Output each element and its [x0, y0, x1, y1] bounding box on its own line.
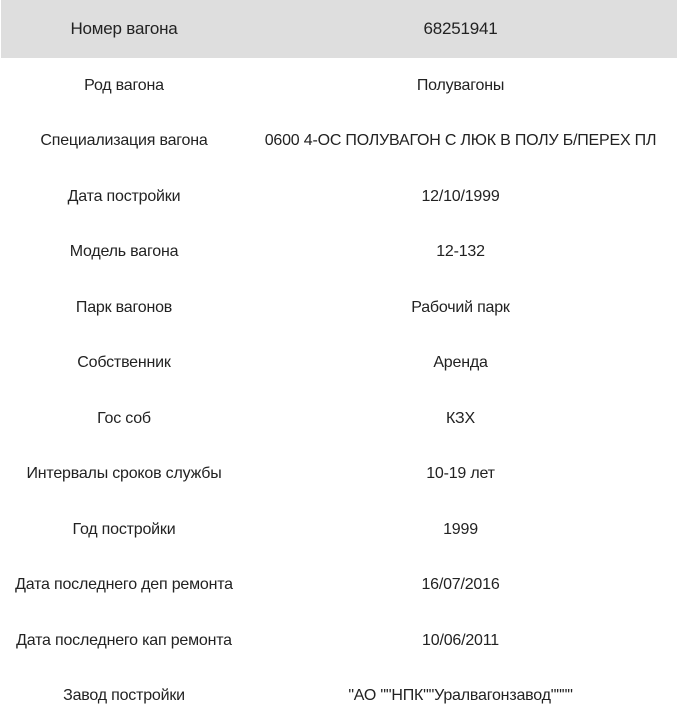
table-row: [1, 58, 677, 114]
row-value: Аренда: [433, 354, 488, 372]
row-label: Парк вагонов: [75, 298, 173, 316]
row-label: Завод постройки: [63, 687, 185, 705]
table-row: [1, 169, 677, 225]
table-row: [1, 613, 677, 669]
row-value: Рабочий парк: [411, 298, 510, 316]
row-value: 12/10/1999: [421, 187, 500, 205]
row-value: 1999: [443, 520, 478, 538]
row-label: Собственник: [77, 354, 171, 372]
row-value: "АО ""НПК""Уралвагонзавод"""": [348, 687, 573, 705]
table-row: [1, 280, 677, 336]
table-row: [1, 225, 677, 281]
row-label: Дата последнего деп ремонта: [15, 576, 233, 594]
table-row: [1, 558, 677, 614]
table-row: [1, 336, 677, 392]
wagon-info-table: [1, 0, 677, 724]
wagon-number-value: 68251941: [423, 19, 498, 38]
row-label: Модель вагона: [69, 243, 179, 261]
table-row: [1, 391, 677, 447]
table-row: [1, 669, 677, 725]
row-value: 10/06/2011: [422, 631, 499, 649]
wagon-number-label: Номер вагона: [70, 19, 178, 38]
row-label: Гос соб: [97, 409, 151, 427]
row-value: Полувагоны: [416, 76, 505, 94]
row-value: 0600 4-ОС ПОЛУВАГОН С ЛЮК В ПОЛУ Б/ПЕРЕХ ПЛ: [264, 132, 657, 150]
row-value: 12-132: [436, 243, 485, 261]
row-value: 10-19 лет: [426, 465, 495, 483]
row-label: Дата постройки: [67, 187, 181, 205]
table-header-row: [1, 0, 677, 58]
table-row: [1, 447, 677, 503]
table-row: [1, 502, 677, 558]
row-label: Род вагона: [84, 76, 164, 94]
table-row: [1, 114, 677, 170]
row-label: Год постройки: [72, 520, 176, 538]
row-label: Специализация вагона: [40, 132, 208, 150]
row-value: КЗХ: [446, 409, 475, 427]
row-value: 16/07/2016: [421, 576, 500, 594]
row-label: Дата последнего кап ремонта: [16, 631, 232, 649]
row-label: Интервалы сроков службы: [26, 465, 222, 483]
